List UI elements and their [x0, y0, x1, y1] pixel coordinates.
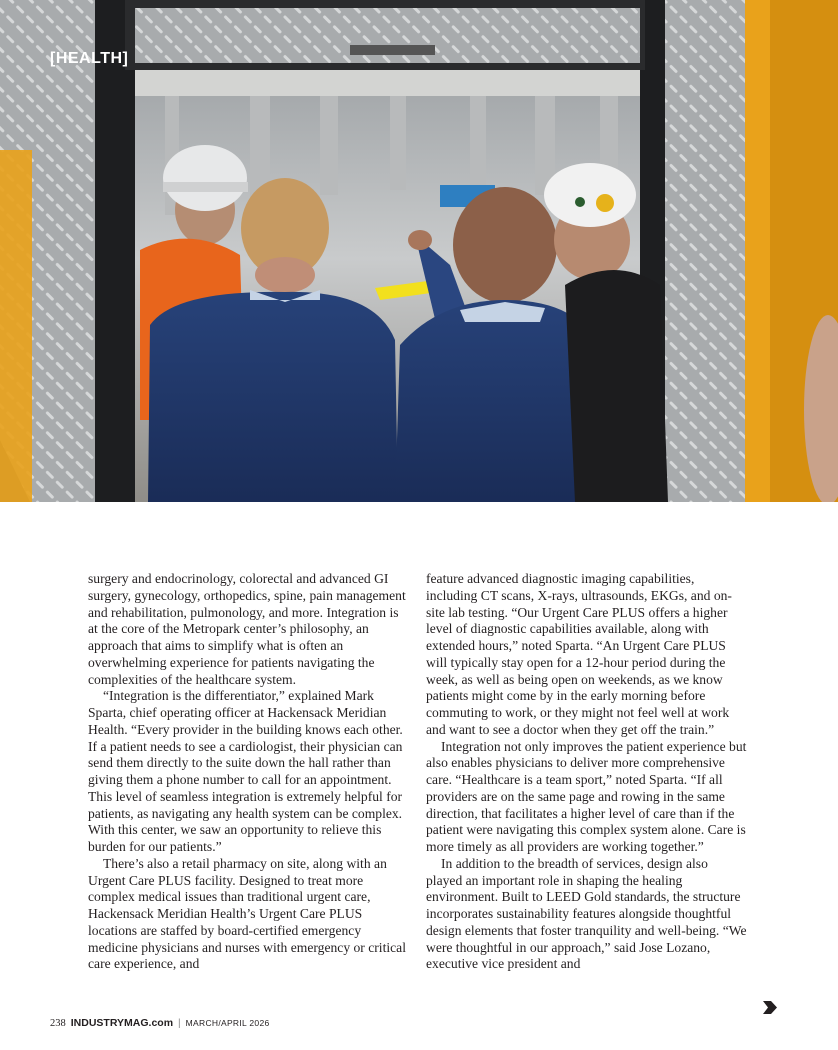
footer-separator: | — [178, 1018, 181, 1029]
issue-date: MARCH/APRIL 2026 — [185, 1018, 270, 1028]
page-number: 238 — [50, 1018, 66, 1029]
publication-brand: INDUSTRYMAG.com — [70, 1017, 174, 1029]
paragraph: There’s also a retail pharmacy on site, along with an Urgent Care PLUS facility. Designed to treat more complex medical issues than traditional urgent care, Hackensack Meridian Health’s Urgent Care PLUS locations are staffed by board-certified emergency medicine physicians and nurses with emergency or critical care experience, and — [88, 855, 406, 972]
paragraph: Integration not only improves the patient experience but also enables physicians to deliver more comprehensive care. “Healthcare is a team sport,” noted Sparta. “If all providers are on the same page and rowing in the same direction, that facilitates a higher level of care than if the patient were navigating this complex system alone. Care is more timely as all providers are working together.” — [426, 738, 747, 854]
paragraph: feature advanced diagnostic imaging capabilities, including CT scans, X-rays, ultrasounds, EKGs, and on-site lab testing. “Our Urgent Care PLUS offers a higher level of diagnostic capabilities available, along with extended hours,” noted Sparta. “An Urgent Care PLUS will typically stay open for a 12-hour period during the week, as well as being open on weekends, as we know patients might come by in the early morning before commuting to work, or they might not feel well at work and want to see a doctor when they get off the train.” — [426, 571, 732, 737]
paragraph: surgery and endocrinology, colorectal and advanced GI surgery, gynecology, orthopedics, spine, pain management and rehabilitation, pulmonology, and more. Integration is at the core of the Metropark center’s philosophy, an approach that aims to simplify what is often an overwhelming experience for patients navigating the complexities of the healthcare system. — [88, 571, 406, 687]
section-tag: [HEALTH] — [50, 50, 129, 67]
construction-site-photo — [0, 0, 838, 502]
hero-photo — [0, 0, 838, 502]
article-column-left — [88, 571, 409, 973]
article-column-right — [426, 571, 747, 973]
paragraph: In addition to the breadth of services, design also played an important role in shaping the healing environment. Built to LEED Gold standards, the structure incorporates sustainability features alongside thoughtful design elements that foster tranquility and well-being. “We were thoughtful in our approach,” said Jose Lozano, executive vice president and — [426, 855, 747, 972]
page-footer — [50, 1017, 270, 1029]
paragraph: “Integration is the differentiator,” explained Mark Sparta, chief operating officer at Hackensack Meridian Health. “Every provider in the building knows each other. If a patient needs to see a cardiologist, their physician can send them directly to the suite down the hall rather than giving them a phone number to call for an appointment. This level of seamless integration is extremely helpful for patients, as navigating any health system can be complex. With this center, we saw an opportunity to relieve this burden for our patients.” — [88, 688, 403, 854]
chevron-right-icon[interactable] — [763, 1001, 777, 1019]
